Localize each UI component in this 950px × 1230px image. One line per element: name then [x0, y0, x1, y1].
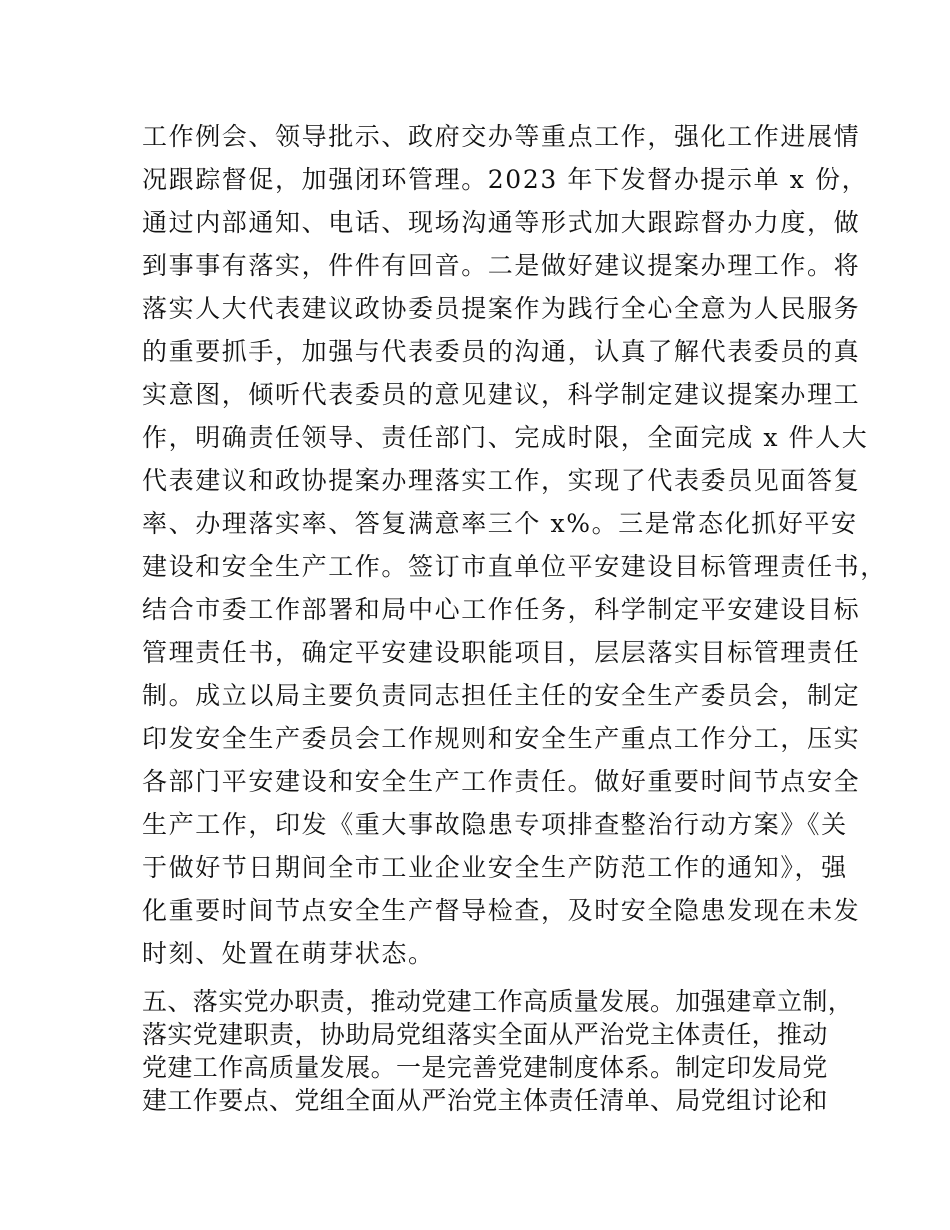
- text-line: 于做好节日期间全市工业企业安全生产防范工作的通知》，强: [142, 853, 848, 882]
- text-line: 率、办理落实率、答复满意率三个 x%。三是常态化抓好平安: [142, 509, 858, 538]
- text-line: 生产工作，印发《重大事故隐患专项排查整治行动方案》《关: [142, 810, 848, 839]
- text-line: 管理责任书，确定平安建设职能项目，层层落实目标管理责任: [142, 638, 861, 667]
- text-line: 工作例会、领导批示、政府交办等重点工作，强化工作进展情: [142, 122, 861, 151]
- text-line: 制。成立以局主要负责同志担任主任的安全生产委员会，制定: [142, 681, 861, 710]
- text-line: 印发安全生产委员会工作规则和安全生产重点工作分工，压实: [142, 724, 861, 753]
- text-line: 到事事有落实，件件有回音。二是做好建议提案办理工作。将: [142, 251, 861, 280]
- text-line: 的重要抓手，加强与代表委员的沟通，认真了解代表委员的真: [142, 337, 861, 366]
- text-line: 作，明确责任领导、责任部门、完成时限，全面完成 x 件人大: [142, 423, 869, 452]
- text-line: 况跟踪督促，加强闭环管理。2023 年下发督办提示单 x 份，: [142, 165, 869, 194]
- text-line: 建设和安全生产工作。签订市直单位平安建设目标管理责任书，: [142, 552, 887, 581]
- text-line: 落实党建职责，协助局党组落实全面从严治党主体责任，推动: [142, 1020, 828, 1049]
- text-line: 通过内部通知、电话、现场沟通等形式加大跟踪督办力度，做: [142, 208, 861, 237]
- text-line: 实意图，倾听代表委员的意见建议，科学制定建议提案办理工: [142, 380, 861, 409]
- text-line: 时刻、处置在萌芽状态。: [142, 939, 435, 968]
- text-line: 党建工作高质量发展。一是完善党建制度体系。制定印发局党: [142, 1053, 828, 1082]
- text-line: 建工作要点、党组全面从严治党主体责任清单、局党组讨论和: [142, 1086, 828, 1115]
- text-line: 结合市委工作部署和局中心工作任务，科学制定平安建设目标: [142, 595, 861, 624]
- text-line: 代表建议和政协提案办理落实工作，实现了代表委员见面答复: [142, 466, 861, 495]
- text-line: 各部门平安建设和安全生产工作责任。做好重要时间节点安全: [142, 767, 861, 796]
- section-heading-line: 五、落实党办职责，推动党建工作高质量发展。加强建章立制，: [142, 987, 854, 1016]
- text-line: 落实人大代表建议政协委员提案作为践行全心全意为人民服务: [142, 294, 861, 323]
- text-line: 化重要时间节点安全生产督导检查，及时安全隐患发现在未发: [142, 896, 861, 925]
